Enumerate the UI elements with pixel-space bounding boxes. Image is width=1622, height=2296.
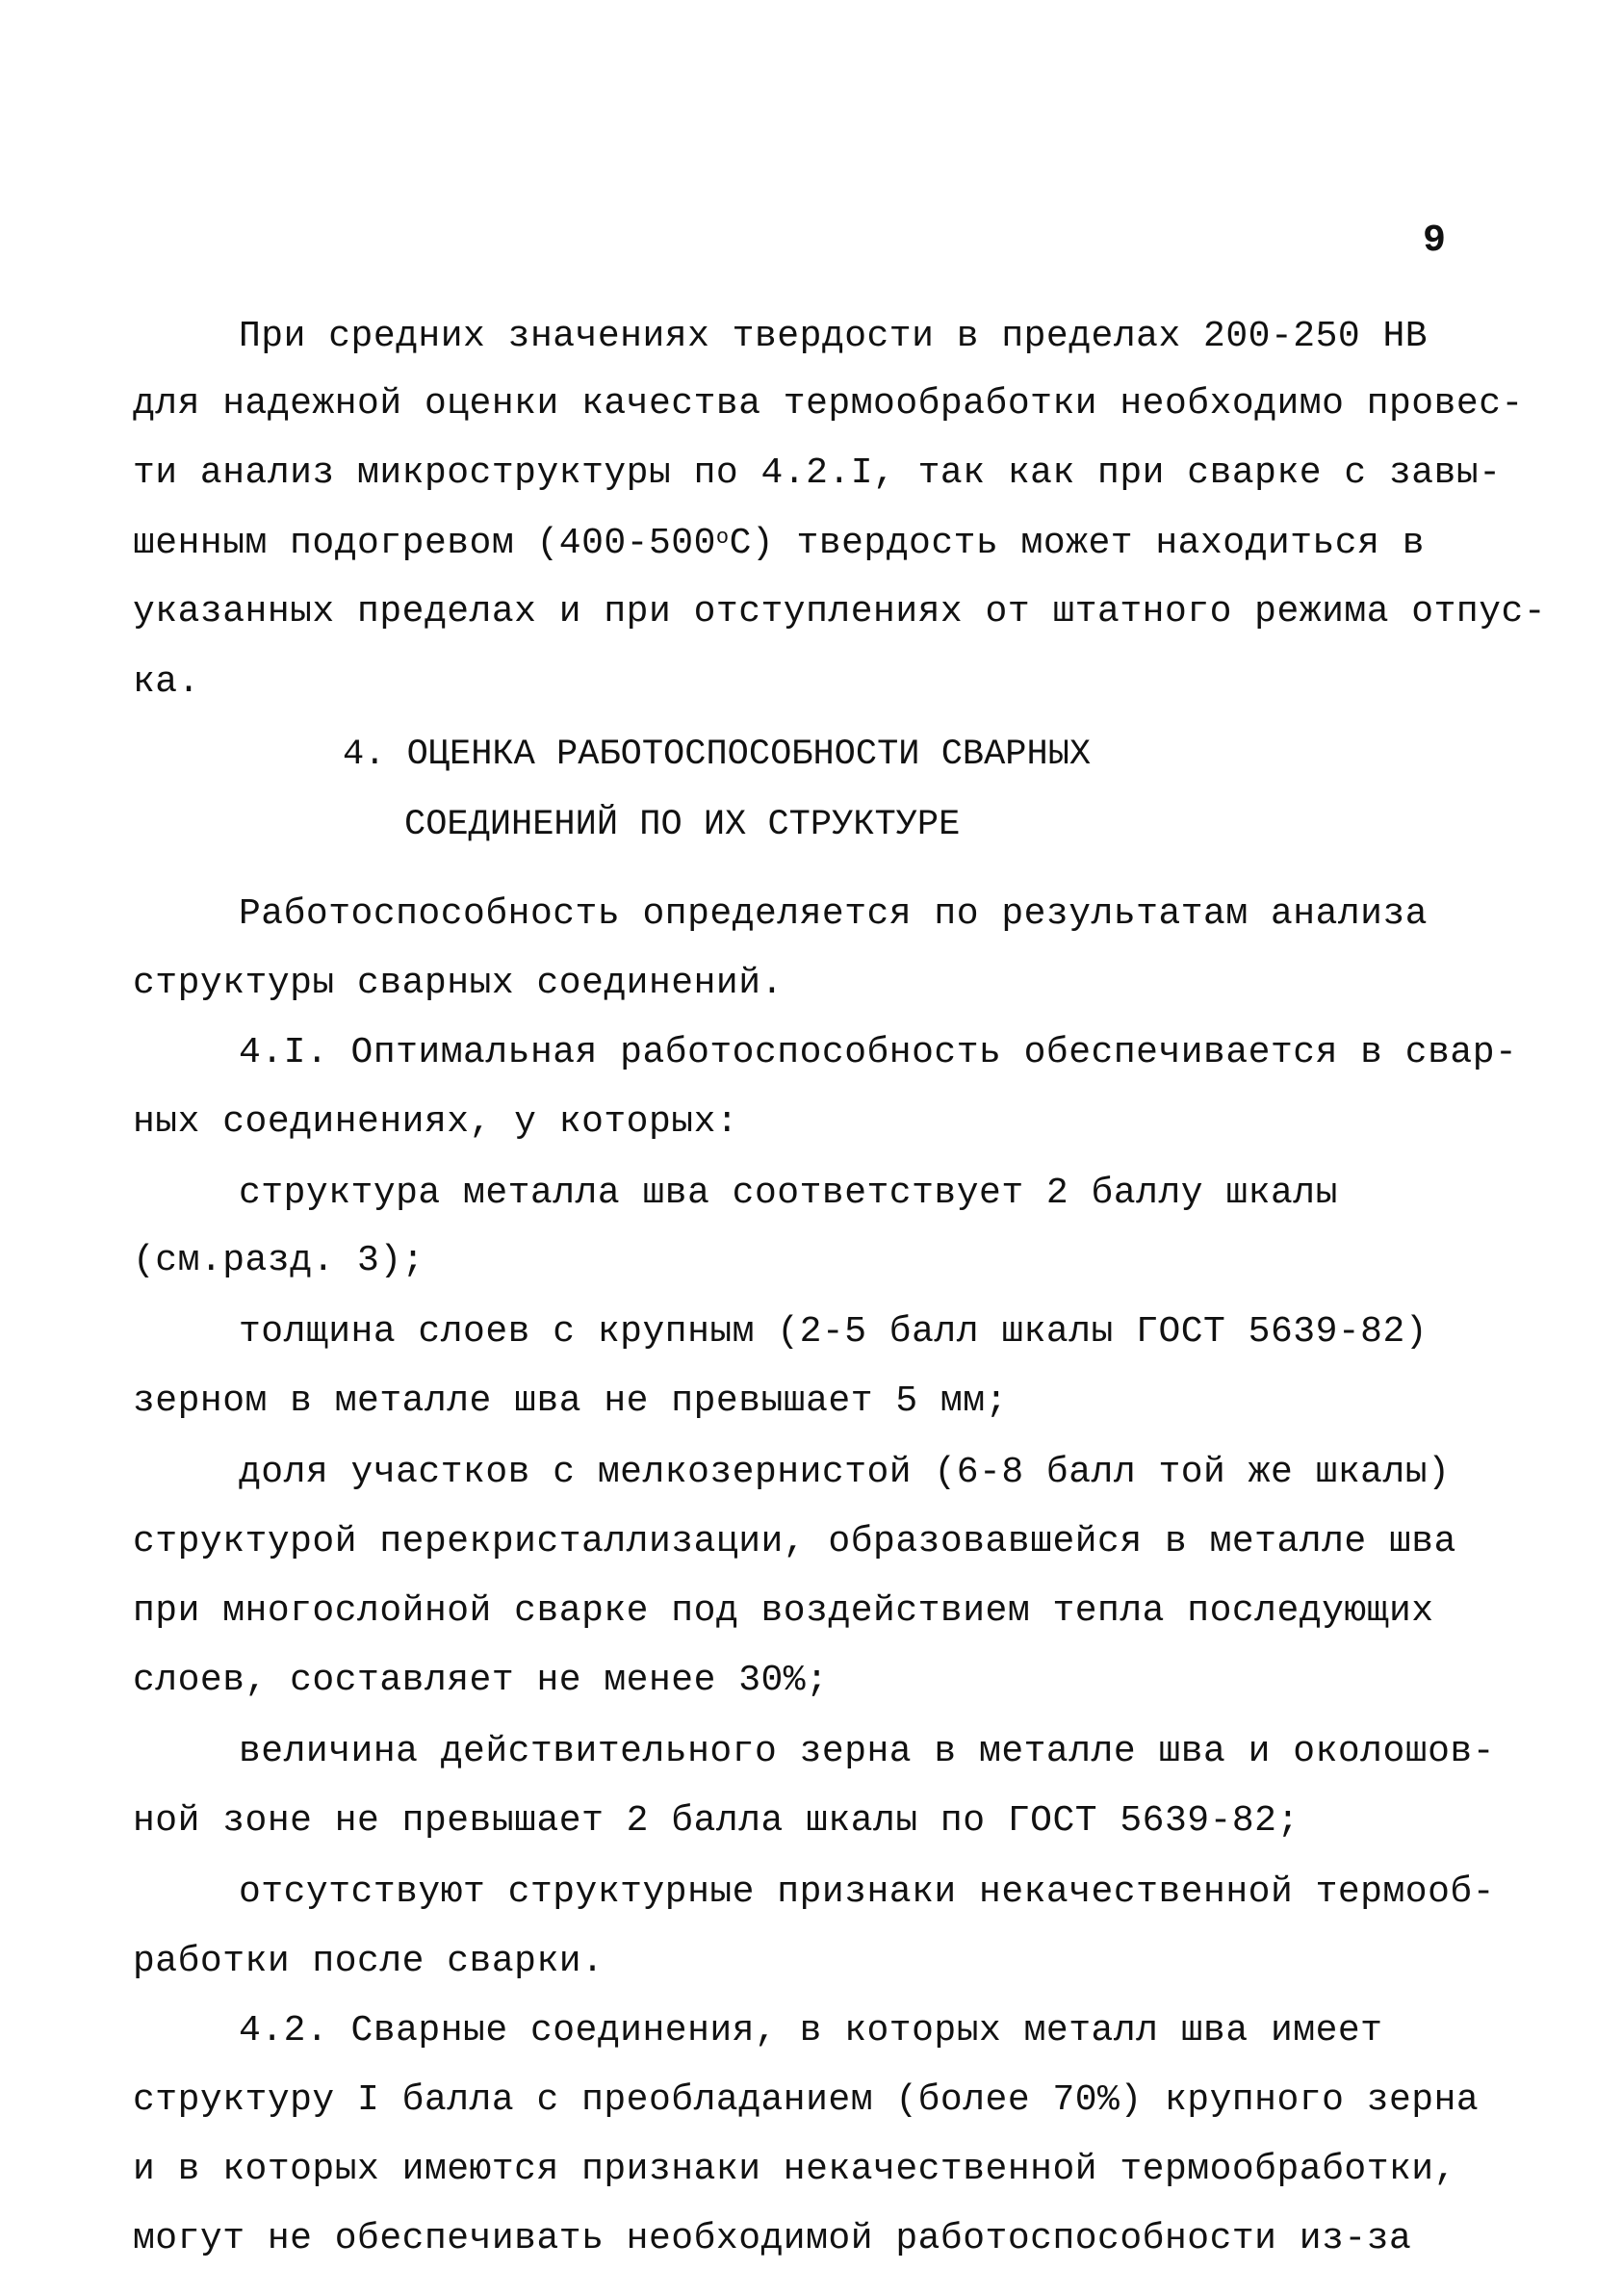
item-3-line-4: слоев, составляет не менее 30%; xyxy=(133,1660,829,1701)
paragraph-3-line-1: 4.I. Оптимальная работоспособность обеспечивается в свар- xyxy=(239,1032,1518,1073)
item-2-line-1: толщина слоев с крупным (2-5 балл шкалы ГОСТ 5639-82) xyxy=(239,1311,1429,1353)
item-5-line-2: работки после сварки. xyxy=(133,1941,605,1982)
paragraph-4-line-3: и в которых имеются признаки некачественной термообработки, xyxy=(133,2149,1456,2190)
paragraph-1-line-4 xyxy=(133,523,1425,565)
paragraph-1-line-1: При средних значениях твердости в пределах 200-250 НВ xyxy=(239,316,1429,357)
page-number: 9 xyxy=(1423,219,1447,263)
item-1-line-1: структура металла шва соответствует 2 баллу шкалы xyxy=(239,1173,1338,1214)
item-2-line-2: зерном в металле шва не превышает 5 мм; xyxy=(133,1380,1008,1422)
paragraph-1-line-6: ка. xyxy=(133,661,200,703)
paragraph-4-line-1: 4.2. Сварные соединения, в которых металл шва имеет xyxy=(239,2010,1383,2051)
paragraph-1-line-5: указанных пределах и при отступлениях от штатного режима отпус- xyxy=(133,591,1547,632)
item-1-line-2: (см.разд. 3); xyxy=(133,1240,425,1281)
paragraph-4-line-2: структуру I балла с преобладанием (более 70%) крупного зерна xyxy=(133,2079,1480,2121)
paragraph-4-line-4: могут не обеспечивать необходимой работоспособности из-за xyxy=(133,2218,1412,2259)
item-3-line-3: при многослойной сварке под воздействием тепла последующих xyxy=(133,1590,1434,1632)
paragraph-1-line-4-part-b: С) твердость может находиться в xyxy=(729,523,1426,564)
item-3-line-1: доля участков с мелкозернистой (6-8 балл той же шкалы) xyxy=(239,1452,1451,1493)
item-4-line-1: величина действительного зерна в металле шва и околошов- xyxy=(239,1731,1496,1772)
paragraph-1-line-2: для надежной оценки качества термообработки необходимо провес- xyxy=(133,383,1524,425)
degree-superscript: о xyxy=(715,526,730,550)
item-3-line-2: структурой перекристаллизации, образовавшейся в металле шва xyxy=(133,1521,1456,1562)
item-5-line-1: отсутствуют структурные признаки некачественной термооб- xyxy=(239,1871,1496,1913)
paragraph-1-line-3: ти анализ микроструктуры по 4.2.I, так как при сварке с завы- xyxy=(133,452,1502,494)
section-heading-line-1: 4. ОЦЕНКА РАБОТОСПОСОБНОСТИ СВАРНЫХ xyxy=(343,735,1092,775)
paragraph-3-line-2: ных соединениях, у которых: xyxy=(133,1101,739,1143)
paragraph-2-line-1: Работоспособность определяется по результатам анализа xyxy=(239,893,1429,935)
paragraph-1-line-4-part-a: шенным подогревом (400-500 xyxy=(133,523,716,564)
paragraph-2-line-2: структуры сварных соединений. xyxy=(133,963,784,1004)
section-heading-line-2: СОЕДИНЕНИЙ ПО ИХ СТРУКТУРЕ xyxy=(404,805,961,845)
item-4-line-2: ной зоне не превышает 2 балла шкалы по ГОСТ 5639-82; xyxy=(133,1800,1300,1842)
